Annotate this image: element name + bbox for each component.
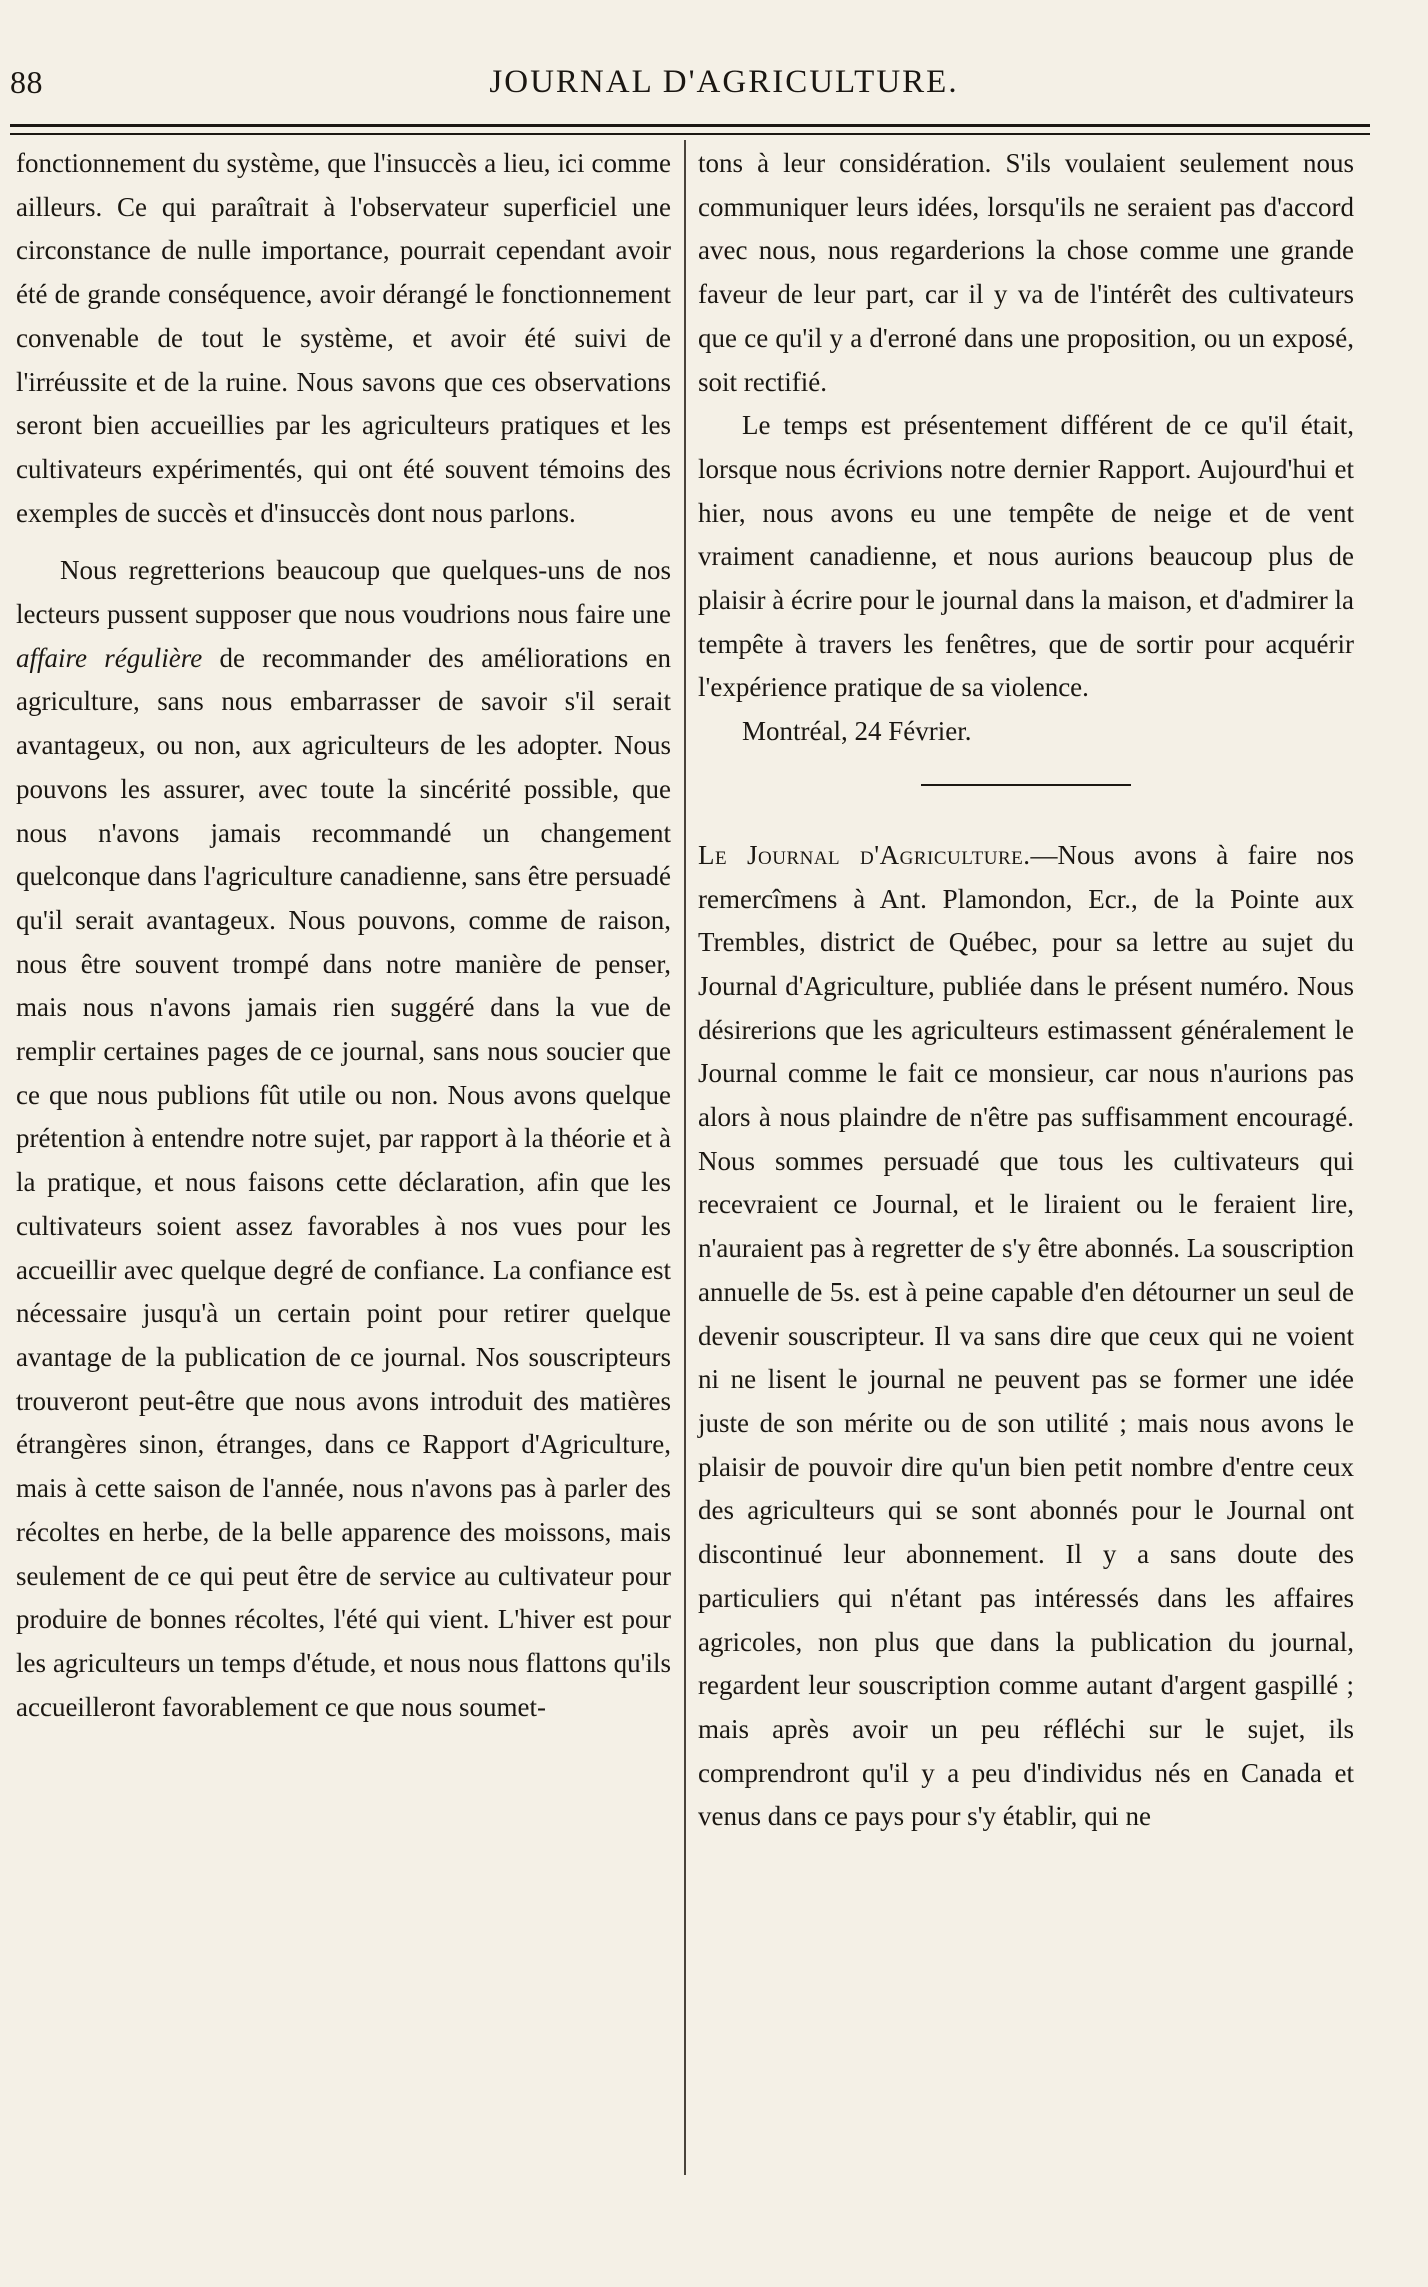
right-paragraph-3-body: —Nous avons à faire nos remercîmens à Ant. Plamondon, Ecr., de la Pointe aux Trembles, district de Québec, pour sa lettre au sujet du Journal d'Agriculture, publiée dans le présent numéro. Nous désirerions que les agriculteurs estimassent généralement le Journal comme le fait ce monsieur, car nous n'aurions pas alors à nous plaindre de n'être pas suffisamment encouragé. Nous sommes persuadé que tous les cultivateurs qui recevraient ce Journal, et le liraient ou le feraient lire, n'auraient pas à regretter de s'y être abonnés. La souscription annuelle de 5s. est à peine capable d'en détourner un seul de devenir souscripteur. Il va sans dire que ceux qui ne voient ni ne lisent le journal ne peuvent pas se former une idée juste de son mérite ou de son utilité ; mais nous avons le plaisir de pouvoir dire qu'un bien petit nombre d'entre ceux des agriculteurs qui se sont abonnés pour le Journal ont discontinué leur abonnement. Il y a sans doute des particuliers qui n'étant pas intéressés dans les affaires agricoles, non plus que dans la publication du journal, regardent leur souscription comme autant d'argent gaspillé ; mais après avoir un peu réfléchi sur le sujet, ils comprendront qu'il y a peu d'individus nés en Canada et venus dans ce pays pour s'y établir, qui ne	[698, 839, 1354, 1832]
right-paragraph-2: Le temps est présentement différent de ce qu'il était, lorsque nous écrivions notre dernier Rapport. Aujourd'hui et hier, nous avons eu une tempête de neige et de vent vraiment canadienne, et nous aurions beaucoup plus de plaisir à écrire pour le journal dans la maison, et d'admirer la tempête à travers les fenêtres, que de sortir pour acquérir l'expérience pratique de sa violence.	[698, 410, 1354, 703]
section-separator-rule	[921, 784, 1131, 786]
right-column	[698, 142, 1354, 1839]
left-paragraph-2-rest: de recommander des améliorations en agriculture, sans nous embarrasser de savoir s'il serait avantageux, ou non, aux agriculteurs de les adopter. Nous pouvons les assurer, avec toute la sincérité possible, que nous n'avons jamais recommandé un changement quelconque dans l'agriculture canadienne, sans être persuadé qu'il serait avantageux. Nous pouvons, comme de raison, nous être souvent trompé dans notre manière de penser, mais nous n'avons jamais rien suggéré dans la vue de remplir certaines pages de ce journal, sans nous soucier que ce que nous publions fût utile ou non. Nous avons quelque prétention à entendre notre sujet, par rapport à la théorie et à la pratique, et nous faisons cette déclaration, afin que les cultivateurs soient assez favorables à nos vues pour les accueillir avec quelque degré de confiance. La confiance est nécessaire jusqu'à un certain point pour retirer quelque avantage de la publication de ce journal. Nos souscripteurs trouveront peut-être que nous avons introduit des matières étrangères sinon, étranges, dans ce Rapport d'Agriculture, mais à cette saison de l'année, nous n'avons pas à parler des récoltes en herbe, de la belle apparence des moissons, mais seulement de ce qui peut être de service au cultivateur pour produire de bonnes récoltes, l'été qui vient. L'hiver est pour les agriculteurs un temps d'étude, et nous nous flattons qu'ils accueilleront favorablement ce que nous soumet-	[16, 642, 671, 1722]
italic-phrase: affaire régulière	[16, 642, 203, 673]
header-double-rule	[10, 124, 1370, 135]
left-paragraph-2-start: Nous regretterions beaucoup que quelques-uns de nos lecteurs pussent supposer que nous voudrions nous faire une	[16, 555, 671, 630]
page-number: 88	[10, 64, 43, 100]
section-heading: Le Journal d'Agriculture.	[698, 839, 1031, 870]
right-paragraph-1: tons à leur considération. S'ils voulaient seulement nous communiquer leurs idées, lorsqu'ils ne seraient pas d'accord avec nous, nous regarderions la chose comme une grande faveur de leur part, car il y va de l'intérêt des cultivateurs que ce qu'il y a d'erroné dans une proposition, ou un exposé, soit rectifié.	[698, 148, 1354, 397]
left-paragraph-1: fonctionnement du système, que l'insuccès a lieu, ici comme ailleurs. Ce qui paraîtrait à l'observateur superficiel une circonstance de nulle importance, pourrait cependant avoir été de grande conséquence, avoir dérangé le fonctionnement convenable de tout le système, et avoir été suivi de l'irréussite et de la ruine. Nous savons que ces observations seront bien accueillies par les agriculteurs pratiques et les cultivateurs expérimentés, qui ont été souvent témoins des exemples de succès et d'insuccès dont nous parlons.	[16, 148, 671, 528]
running-head: JOURNAL D'AGRICULTURE.	[489, 64, 959, 100]
column-divider	[684, 140, 686, 2175]
dateline: Montréal, 24 Février.	[742, 716, 972, 747]
left-column	[16, 142, 671, 1729]
right-paragraph-3	[698, 834, 1354, 1839]
left-paragraph-2	[16, 549, 671, 1729]
